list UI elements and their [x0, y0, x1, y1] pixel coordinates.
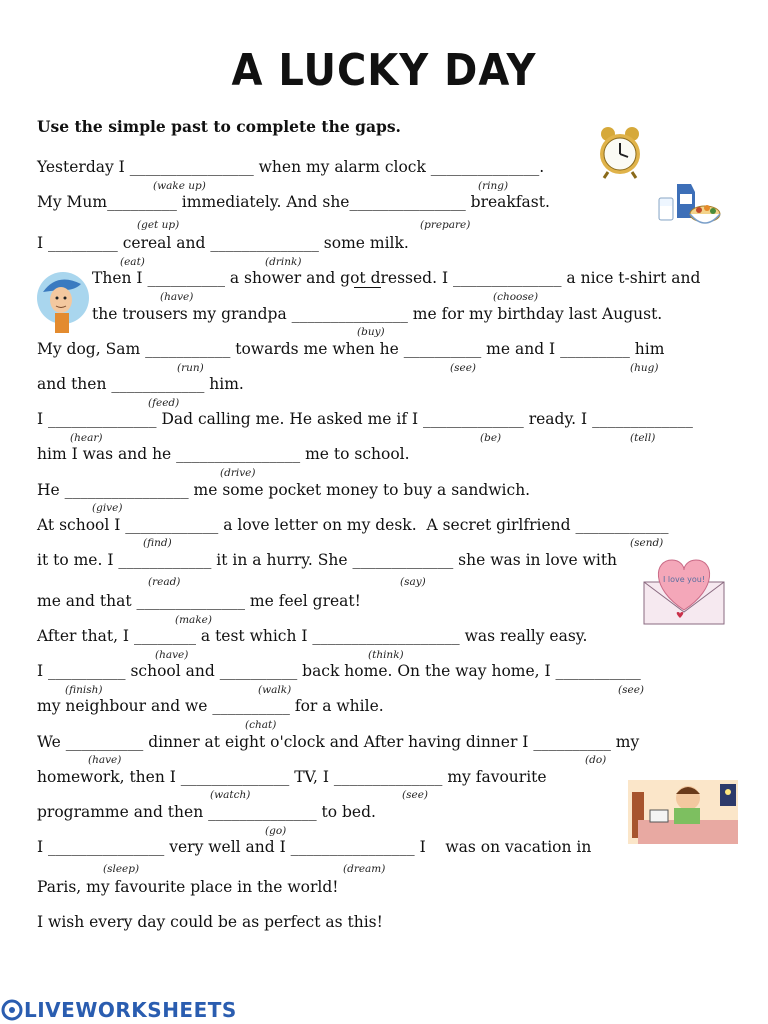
verb-hint: (prepare): [420, 219, 471, 231]
exercise-line: I ______________ Dad calling me. He asked me if I _____________ ready. I _____________: [37, 410, 693, 428]
verb-hint: (think): [368, 649, 404, 661]
verb-hint: (have): [155, 649, 189, 661]
got-underline: [354, 287, 381, 288]
instruction-text: Use the simple past to complete the gaps.: [37, 117, 401, 136]
verb-hint: (have): [160, 291, 194, 303]
exercise-line: him I was and he ________________ me to school.: [37, 445, 410, 463]
verb-hint: (feed): [148, 397, 180, 409]
verb-hint: (watch): [210, 789, 251, 801]
verb-hint: (have): [88, 754, 122, 766]
verb-hint: (see): [618, 684, 645, 696]
verb-hint: (hug): [630, 362, 659, 374]
footer-logo-text: LIVEWORKSHEETS: [24, 998, 237, 1022]
exercise-line: I __________ school and __________ back home. On the way home, I ___________: [37, 662, 641, 680]
verb-hint: (dream): [343, 863, 386, 875]
exercise-line: I wish every day could be as perfect as this!: [37, 913, 383, 931]
exercise-line: My dog, Sam ___________ towards me when he __________ me and I _________ him: [37, 340, 665, 358]
exercise-line: He ________________ me some pocket money to buy a sandwich.: [37, 481, 531, 499]
exercise-line: At school I ____________ a love letter on my desk. A secret girlfriend ____________: [37, 516, 669, 534]
verb-hint: (walk): [258, 684, 292, 696]
verb-hint: (drive): [220, 467, 256, 479]
exercise-line: it to me. I ____________ it in a hurry. She _____________ she was in love with: [37, 551, 618, 569]
alarm-clock-icon: [592, 124, 648, 180]
verb-hint: (eat): [120, 256, 145, 268]
exercise-line: After that, I ________ a test which I ___________________ was really easy.: [37, 627, 588, 645]
exercise-line: my neighbour and we __________ for a while.: [37, 697, 384, 715]
liveworksheets-logo-icon: [0, 998, 24, 1022]
verb-hint: (get up): [137, 219, 180, 231]
exercise-line: the trousers my grandpa _______________ me for my birthday last August.: [92, 305, 663, 323]
verb-hint: (see): [402, 789, 429, 801]
footer-branding: [0, 996, 237, 1024]
exercise-line: me and that ______________ me feel great!: [37, 592, 361, 610]
love-card-text: I love you!: [662, 575, 706, 584]
verb-hint: (give): [92, 502, 123, 514]
verb-hint: (wake up): [153, 180, 206, 192]
verb-hint: (finish): [65, 684, 103, 696]
exercise-line: homework, then I ______________ TV, I ______________ my favourite: [37, 768, 547, 786]
verb-hint: (chat): [245, 719, 277, 731]
love-letter-icon: [640, 552, 728, 628]
verb-hint: (see): [450, 362, 477, 374]
verb-hint: (run): [177, 362, 204, 374]
exercise-line: Then I __________ a shower and got dressed. I ______________ a nice t-shirt and: [92, 269, 701, 287]
verb-hint: (do): [585, 754, 607, 766]
verb-hint: (ring): [478, 180, 509, 192]
exercise-line: programme and then ______________ to bed.: [37, 803, 376, 821]
verb-hint: (send): [630, 537, 664, 549]
exercise-line: I _________ cereal and ______________ some milk.: [37, 234, 409, 252]
verb-hint: (buy): [357, 326, 385, 338]
exercise-line: I _______________ very well and I ________________ I was on vacation in: [37, 838, 592, 856]
verb-hint: (say): [400, 576, 426, 588]
verb-hint: (drink): [265, 256, 302, 268]
verb-hint: (hear): [70, 432, 103, 444]
exercise-line: We __________ dinner at eight o'clock and After having dinner I __________ my: [37, 733, 640, 751]
exercise-line: Yesterday I ________________ when my alarm clock ______________.: [37, 158, 545, 176]
verb-hint: (make): [175, 614, 212, 626]
exercise-line: Paris, my favourite place in the world!: [37, 878, 339, 896]
verb-hint: (tell): [630, 432, 656, 444]
verb-hint: (sleep): [103, 863, 140, 875]
verb-hint: (be): [480, 432, 502, 444]
exercise-line: My Mum_________ immediately. And she_______________ breakfast.: [37, 193, 550, 211]
breakfast-icon: [655, 170, 721, 232]
verb-hint: (read): [148, 576, 181, 588]
exercise-line: and then ____________ him.: [37, 375, 244, 393]
verb-hint: (choose): [493, 291, 539, 303]
boy-in-bed-icon: [628, 780, 738, 844]
verb-hint: (find): [143, 537, 172, 549]
verb-hint: (go): [265, 825, 287, 837]
boy-icon: [35, 268, 93, 334]
worksheet-title: A LUCKY DAY: [231, 46, 537, 96]
